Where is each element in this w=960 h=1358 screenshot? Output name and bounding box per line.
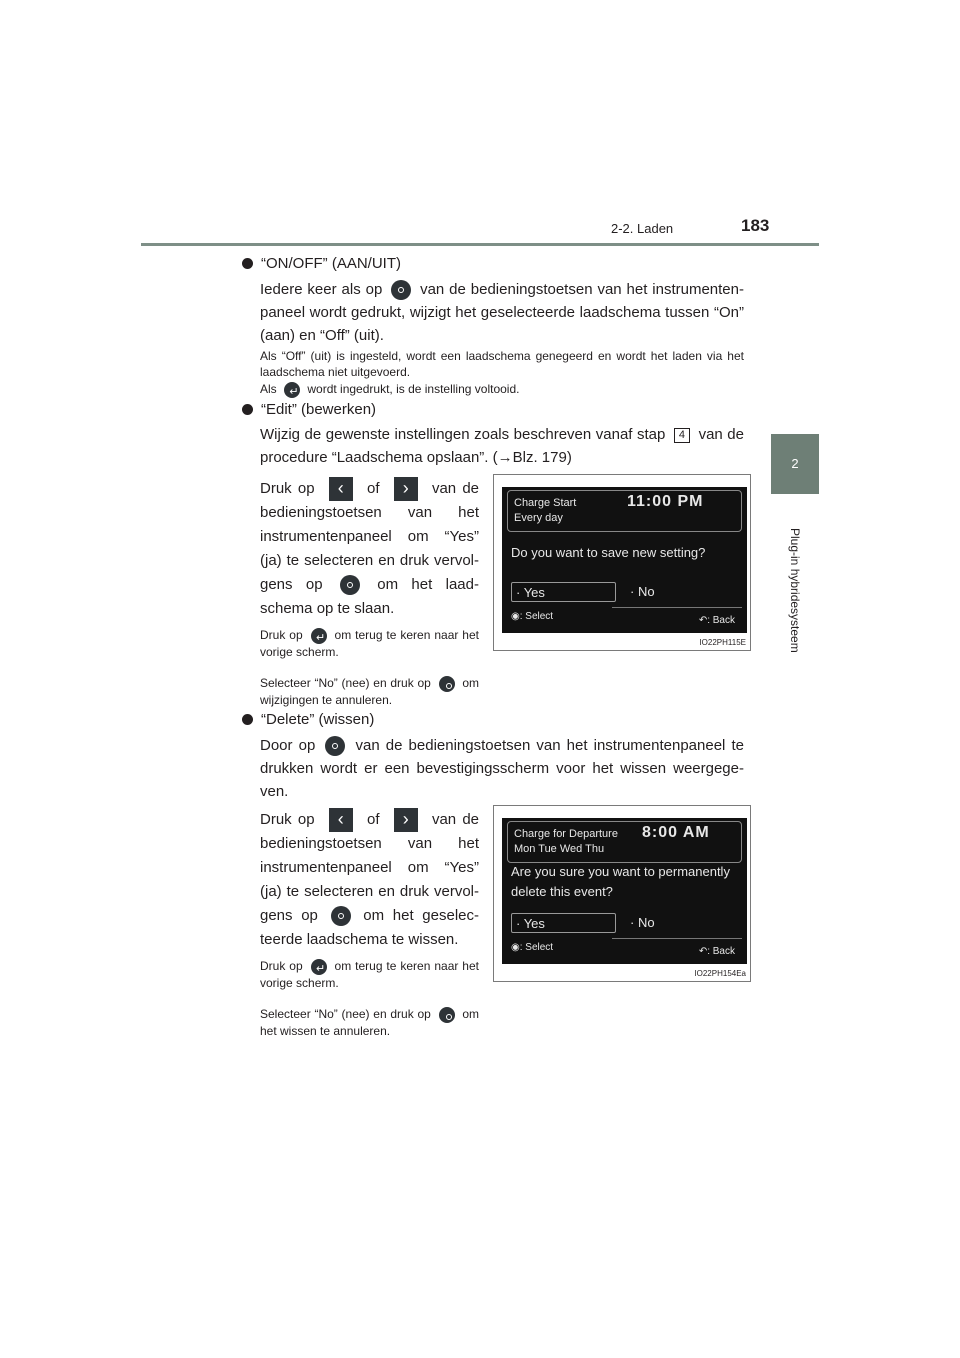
delete-instructions: Druk op ‹ of › van de bedieningstoetsen van het instrumentenpaneel om “Yes” (ja) te selecteren en druk vervol-gens op om het geselec-teerde laadschema te wissen. bbox=[260, 809, 480, 949]
schedule-title: Charge Start bbox=[514, 497, 577, 509]
delete-note-cancel: Selecteer “No” (nee) en druk op om het wissen te annuleren. bbox=[260, 1007, 479, 1038]
back-button-icon bbox=[284, 382, 300, 398]
delete-note-back: Druk op ↵ om terug te keren naar het vorige scherm. bbox=[260, 958, 479, 991]
screen-figure-save bbox=[493, 474, 751, 651]
ok-button-icon bbox=[340, 575, 360, 595]
display-screen bbox=[502, 487, 747, 633]
header-rule bbox=[141, 243, 819, 246]
schedule-title: Charge for Departure bbox=[514, 828, 618, 840]
ok-button-icon bbox=[391, 280, 411, 300]
bullet-dot bbox=[242, 404, 253, 415]
schedule-days: Every day bbox=[514, 512, 563, 524]
figure-code: IO22PH154Ea bbox=[694, 969, 746, 978]
bullet-onoff: “ON/OFF” (AAN/UIT) bbox=[242, 254, 401, 274]
figure-code: IO22PH115E bbox=[699, 638, 746, 647]
edit-note-cancel: Selecteer “No” (nee) en druk op om wijzigingen te annuleren. bbox=[260, 676, 479, 707]
onoff-note-2: Als ↵ wordt ingedrukt, is de instelling voltooid. bbox=[260, 381, 744, 398]
back-button-icon bbox=[311, 628, 327, 644]
ok-button-icon bbox=[439, 676, 455, 692]
no-option[interactable]: · No bbox=[630, 915, 655, 930]
edit-instructions: Druk op ‹ of › van de bedieningstoetsen van het instrumentenpaneel om “Yes” (ja) te selecteren en druk vervol-gens op om het laad-schema op te slaan. bbox=[260, 478, 480, 618]
bullet-dot bbox=[242, 714, 253, 725]
section-title: 2-2. Laden bbox=[611, 221, 674, 236]
edit-paragraph: Wijzig de gewenste instellingen zoals beschreven vanaf stap 4 van de procedure “Laadschema opslaan”. (→Blz. 179) bbox=[260, 426, 744, 466]
right-arrow-icon: › bbox=[394, 808, 418, 832]
ok-button-icon bbox=[331, 906, 351, 926]
bullet-dot bbox=[242, 258, 253, 269]
schedule-days: Mon Tue Wed Thu bbox=[514, 843, 605, 855]
back-hint: ↶: Back bbox=[698, 946, 735, 957]
step-number-box: 4 bbox=[674, 428, 690, 443]
no-option[interactable]: · No bbox=[630, 584, 655, 599]
schedule-time: 11:00 PM bbox=[627, 493, 704, 510]
left-arrow-icon: ‹ bbox=[329, 808, 353, 832]
bullet-edit: “Edit” (bewerken) bbox=[242, 400, 376, 420]
ok-button-icon bbox=[325, 736, 345, 756]
confirm-question: Do you want to save new setting? bbox=[511, 545, 706, 560]
onoff-paragraph: Iedere keer als op van de bedieningstoetsen van het instrumenten-paneel wordt gedrukt, wijzigt het geselecteerde laadschema tussen “On” (aan) en “Off” (uit). bbox=[260, 281, 744, 344]
delete-paragraph: Door op van de bedieningstoetsen van het instrumentenpaneel te drukken wordt er een bevestigingsscherm voor het wissen weergege-ven. bbox=[260, 737, 744, 800]
screen-figure-delete bbox=[493, 805, 751, 982]
bullet-delete: “Delete” (wissen) bbox=[242, 710, 374, 730]
yes-option[interactable]: · Yes bbox=[511, 913, 616, 933]
select-hint: ◉: Select bbox=[511, 942, 554, 953]
yes-option[interactable]: · Yes bbox=[511, 582, 616, 602]
divider-line bbox=[612, 607, 742, 608]
onoff-note: Als “Off” (uit) is ingesteld, wordt een laadschema genegeerd en wordt het laden via het laadschema niet uitgevoerd. bbox=[260, 349, 744, 379]
edit-note-back: Druk op ↵ om terug te keren naar het vorige scherm. bbox=[260, 627, 479, 660]
confirm-question-2: delete this event? bbox=[511, 884, 613, 899]
confirm-question: Are you sure you want to permanently bbox=[511, 864, 730, 879]
right-arrow-icon: › bbox=[394, 477, 418, 501]
page-number: 183 bbox=[741, 216, 770, 235]
select-hint: ◉: Select bbox=[511, 611, 554, 622]
chapter-title: Plug-in hybridesysteem bbox=[788, 527, 802, 653]
display-screen bbox=[502, 818, 747, 964]
ok-button-icon bbox=[439, 1007, 455, 1023]
divider-line bbox=[612, 938, 742, 939]
back-hint: ↶: Back bbox=[698, 615, 735, 626]
back-button-icon bbox=[311, 959, 327, 975]
schedule-time: 8:00 AM bbox=[642, 824, 710, 841]
left-arrow-icon: ‹ bbox=[329, 477, 353, 501]
chapter-tab: 2 bbox=[771, 434, 819, 494]
